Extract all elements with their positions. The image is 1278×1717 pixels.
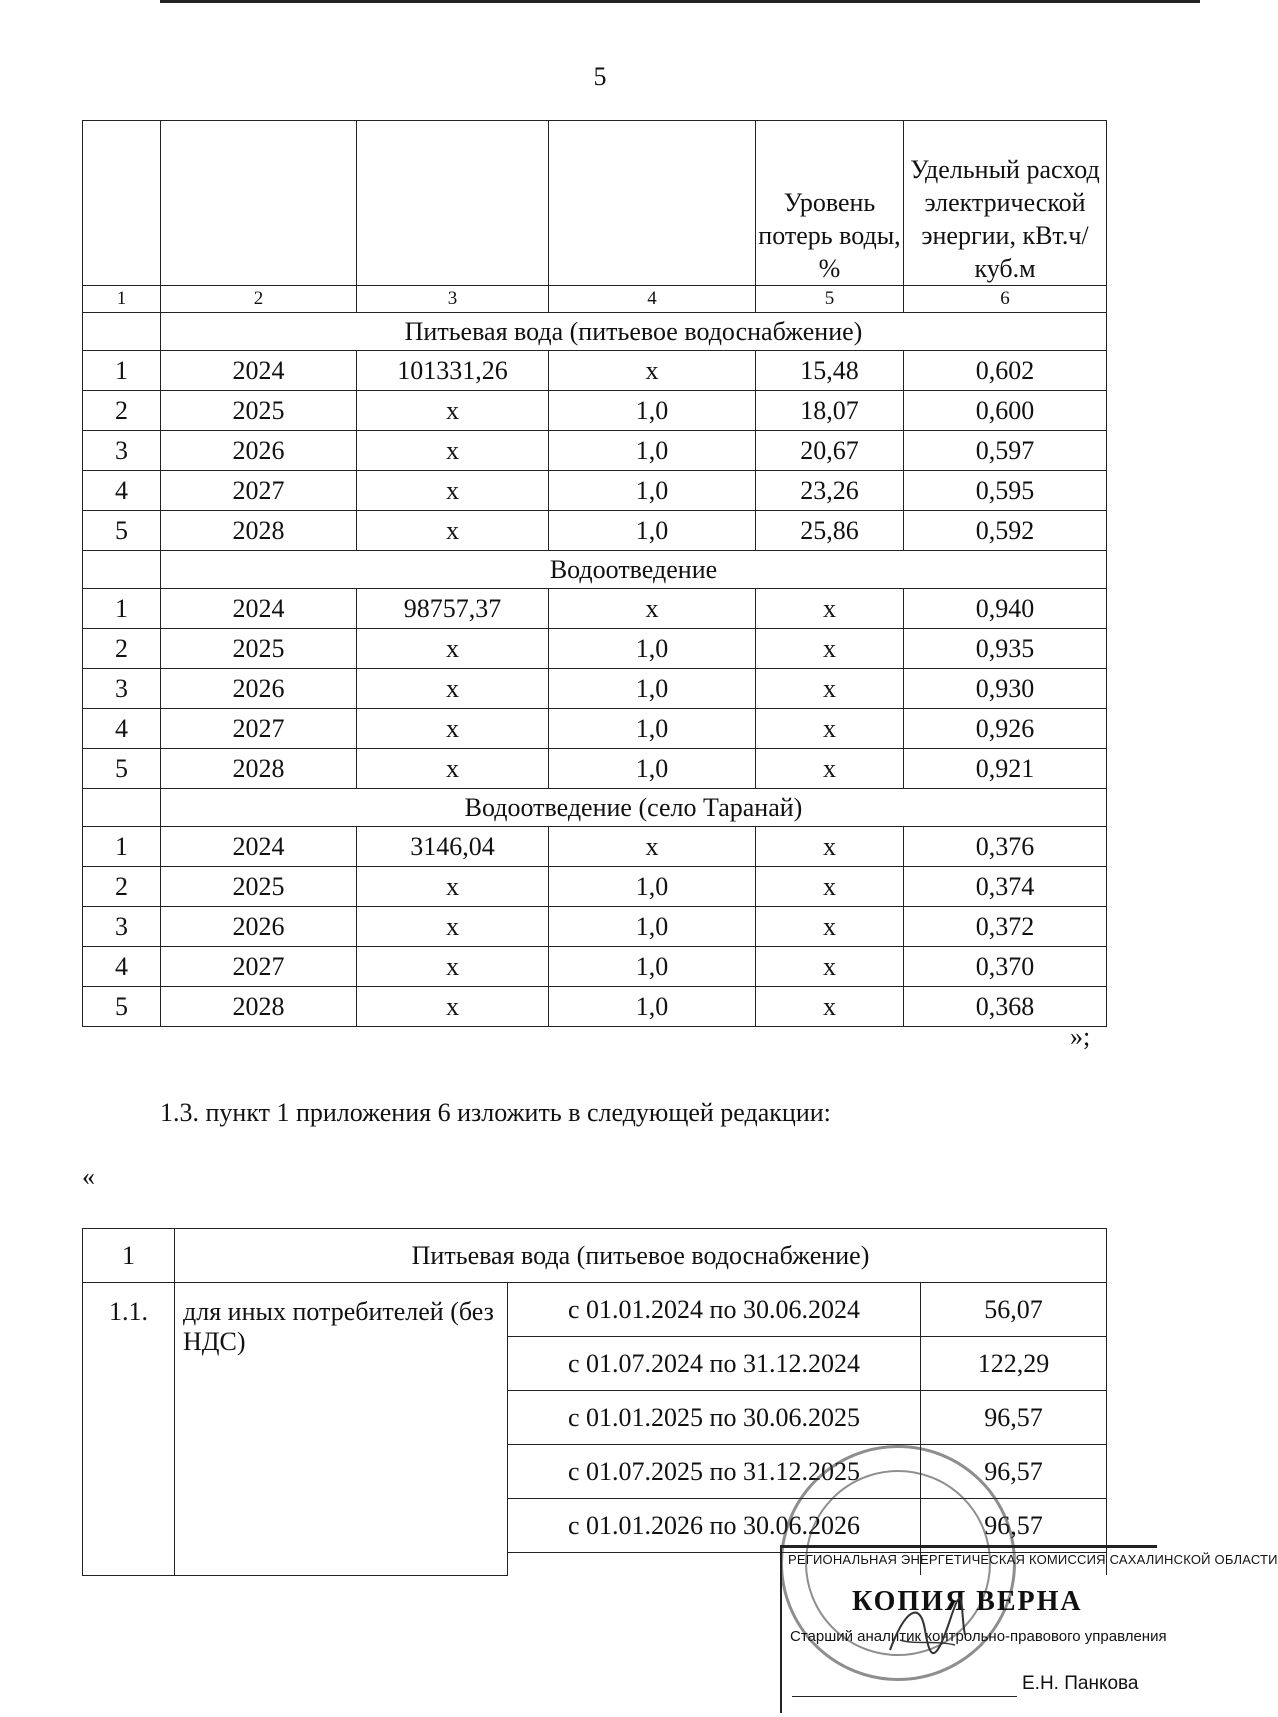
table-row xyxy=(83,471,1107,511)
table-cell: 2027 xyxy=(161,471,357,511)
table-row xyxy=(83,431,1107,471)
table-cell: 5 xyxy=(83,987,161,1027)
tariff-value: 96,57 xyxy=(921,1499,1107,1553)
table-cell: x xyxy=(756,669,904,709)
column-number-cell: 3 xyxy=(357,286,549,313)
table-cell: 20,67 xyxy=(756,431,904,471)
table-cell: 101331,26 xyxy=(357,351,549,391)
table-cell: x xyxy=(549,589,756,629)
table-cell: x xyxy=(549,351,756,391)
table-cell: x xyxy=(357,987,549,1027)
page-number: 5 xyxy=(593,62,607,91)
header-cell xyxy=(83,121,161,286)
table-cell: x xyxy=(756,629,904,669)
opening-quote: « xyxy=(82,1162,95,1191)
table-cell: 1,0 xyxy=(549,749,756,789)
table-cell: 1,0 xyxy=(549,709,756,749)
table-cell: 4 xyxy=(83,709,161,749)
tariff-row xyxy=(83,1283,1107,1337)
cert-title: КОПИЯ ВЕРНА xyxy=(852,1586,1083,1617)
table-cell: 0,370 xyxy=(904,947,1107,987)
table-cell: 2026 xyxy=(161,431,357,471)
table-cell: x xyxy=(756,947,904,987)
table-cell: 2028 xyxy=(161,511,357,551)
table-cell: 15,48 xyxy=(756,351,904,391)
tariff-value: 122,29 xyxy=(921,1337,1107,1391)
table-cell: x xyxy=(357,867,549,907)
table-cell: 0,376 xyxy=(904,827,1107,867)
section-row xyxy=(83,1229,1107,1283)
table-cell: 1,0 xyxy=(549,987,756,1027)
table-cell: x xyxy=(756,589,904,629)
column-number-cell: 1 xyxy=(83,286,161,313)
table-cell: 1,0 xyxy=(549,511,756,551)
table-row xyxy=(83,709,1107,749)
cert-organization: РЕГИОНАЛЬНАЯ ЭНЕРГЕТИЧЕСКАЯ КОМИССИЯ САХАЛИНСКОЙ ОБЛАСТИ xyxy=(788,1552,1278,1567)
table-cell: x xyxy=(357,391,549,431)
item-number: 1.1. xyxy=(83,1283,175,1576)
table-cell: 0,935 xyxy=(904,629,1107,669)
table-cell: 2025 xyxy=(161,629,357,669)
period-cell: с 01.01.2024 по 30.06.2024 xyxy=(508,1283,921,1337)
header-cell: Уровень потерь воды, % xyxy=(756,121,904,286)
table-cell: 4 xyxy=(83,471,161,511)
table-cell: 1,0 xyxy=(549,947,756,987)
table-cell: x xyxy=(549,827,756,867)
header-cell: Удельный расход электрической энергии, кВт.ч/куб.м xyxy=(904,121,1107,286)
table-cell: 2026 xyxy=(161,907,357,947)
table-row xyxy=(83,867,1107,907)
table-cell: 2026 xyxy=(161,669,357,709)
table-header-row xyxy=(83,121,1107,286)
table-cell: 0,368 xyxy=(904,987,1107,1027)
table-cell: 0,595 xyxy=(904,471,1107,511)
table-cell: 2028 xyxy=(161,749,357,789)
table-cell: 2 xyxy=(83,867,161,907)
table-cell: 0,602 xyxy=(904,351,1107,391)
column-number-cell: 6 xyxy=(904,286,1107,313)
column-number-cell: 5 xyxy=(756,286,904,313)
empty-cell xyxy=(83,313,161,351)
table-cell: 1,0 xyxy=(549,669,756,709)
table-cell: 2025 xyxy=(161,391,357,431)
header-cell xyxy=(161,121,357,286)
table-cell: x xyxy=(756,907,904,947)
tariff-value: 56,07 xyxy=(921,1283,1107,1337)
table-cell: 2027 xyxy=(161,947,357,987)
table-cell: x xyxy=(357,709,549,749)
table-cell: x xyxy=(357,629,549,669)
cert-signer-name: Е.Н. Панкова xyxy=(1022,1673,1139,1694)
section-title: Водоотведение xyxy=(161,551,1107,589)
header-cell xyxy=(549,121,756,286)
table-cell: 25,86 xyxy=(756,511,904,551)
table-cell: x xyxy=(357,749,549,789)
period-cell: с 01.01.2025 по 30.06.2025 xyxy=(508,1391,921,1445)
indicators-table xyxy=(82,120,1107,1027)
table-cell: 1,0 xyxy=(549,629,756,669)
table-cell: 1,0 xyxy=(549,907,756,947)
tariff-value: 96,57 xyxy=(921,1391,1107,1445)
table-cell: 98757,37 xyxy=(357,589,549,629)
period-cell: с 01.07.2024 по 31.12.2024 xyxy=(508,1337,921,1391)
section-row xyxy=(83,789,1107,827)
table-cell: 1 xyxy=(83,589,161,629)
table-row xyxy=(83,589,1107,629)
table-cell: x xyxy=(357,431,549,471)
table-cell: 4 xyxy=(83,947,161,987)
table-cell: 5 xyxy=(83,749,161,789)
table-row xyxy=(83,391,1107,431)
closing-quote: »; xyxy=(1070,1022,1091,1051)
table-cell: x xyxy=(357,907,549,947)
amendment-paragraph: 1.3. пункт 1 приложения 6 изложить в следующей редакции: xyxy=(160,1098,831,1127)
table-cell: 2 xyxy=(83,629,161,669)
table-cell: 0,926 xyxy=(904,709,1107,749)
table-cell: 3 xyxy=(83,907,161,947)
table-cell: 0,597 xyxy=(904,431,1107,471)
table-cell: 1,0 xyxy=(549,471,756,511)
table-cell: 2024 xyxy=(161,351,357,391)
signature-line xyxy=(792,1696,1017,1697)
item-label: для иных потребителей (без НДС) xyxy=(175,1283,508,1576)
table-cell: 18,07 xyxy=(756,391,904,431)
cert-position: Старший аналитик контрольно-правового управления xyxy=(790,1628,1167,1645)
column-number-row xyxy=(83,286,1107,313)
section-title: Питьевая вода (питьевое водоснабжение) xyxy=(161,313,1107,351)
empty-cell xyxy=(83,789,161,827)
table-cell: 1,0 xyxy=(549,867,756,907)
period-cell: с 01.07.2025 по 31.12.2025 xyxy=(508,1445,921,1499)
table-cell: 1,0 xyxy=(549,391,756,431)
table-row xyxy=(83,669,1107,709)
table-cell: x xyxy=(357,511,549,551)
column-number-cell: 2 xyxy=(161,286,357,313)
table-cell: x xyxy=(756,709,904,749)
table-cell: 2027 xyxy=(161,709,357,749)
table-cell: 0,372 xyxy=(904,907,1107,947)
section-row xyxy=(83,551,1107,589)
table-cell: 3 xyxy=(83,669,161,709)
table-cell: 2024 xyxy=(161,827,357,867)
table-cell: x xyxy=(357,947,549,987)
section-number: 1 xyxy=(83,1229,175,1283)
table-row xyxy=(83,749,1107,789)
header-cell xyxy=(357,121,549,286)
table-cell: x xyxy=(357,471,549,511)
table-cell: 2 xyxy=(83,391,161,431)
table-cell: x xyxy=(756,867,904,907)
table-cell: 0,921 xyxy=(904,749,1107,789)
table-cell: x xyxy=(357,669,549,709)
tariff-value: 96,57 xyxy=(921,1445,1107,1499)
table-row xyxy=(83,907,1107,947)
table-row xyxy=(83,827,1107,867)
table-row xyxy=(83,511,1107,551)
table-cell: 3146,04 xyxy=(357,827,549,867)
period-cell: с 01.01.2026 по 30.06.2026 xyxy=(508,1499,921,1553)
table-row xyxy=(83,629,1107,669)
table-row xyxy=(83,987,1107,1027)
table-cell: 1 xyxy=(83,351,161,391)
table-cell: 0,600 xyxy=(904,391,1107,431)
column-number-cell: 4 xyxy=(549,286,756,313)
table-cell: 1 xyxy=(83,827,161,867)
table-cell: 5 xyxy=(83,511,161,551)
section-title: Питьевая вода (питьевое водоснабжение) xyxy=(175,1229,1107,1283)
table-cell: 2028 xyxy=(161,987,357,1027)
table-cell: 0,940 xyxy=(904,589,1107,629)
section-title: Водоотведение (село Таранай) xyxy=(161,789,1107,827)
table-row xyxy=(83,351,1107,391)
table-cell: 0,930 xyxy=(904,669,1107,709)
table-cell: 1,0 xyxy=(549,431,756,471)
section-row xyxy=(83,313,1107,351)
table-cell: 0,374 xyxy=(904,867,1107,907)
table-cell: 2025 xyxy=(161,867,357,907)
table-row xyxy=(83,947,1107,987)
top-rule xyxy=(160,0,1200,3)
table-cell: 0,592 xyxy=(904,511,1107,551)
table-cell: 2024 xyxy=(161,589,357,629)
table-cell: x xyxy=(756,749,904,789)
handwritten-signature xyxy=(880,1590,970,1670)
table-cell: x xyxy=(756,827,904,867)
table-cell: 23,26 xyxy=(756,471,904,511)
table-cell: x xyxy=(756,987,904,1027)
table-cell: 3 xyxy=(83,431,161,471)
empty-cell xyxy=(83,551,161,589)
